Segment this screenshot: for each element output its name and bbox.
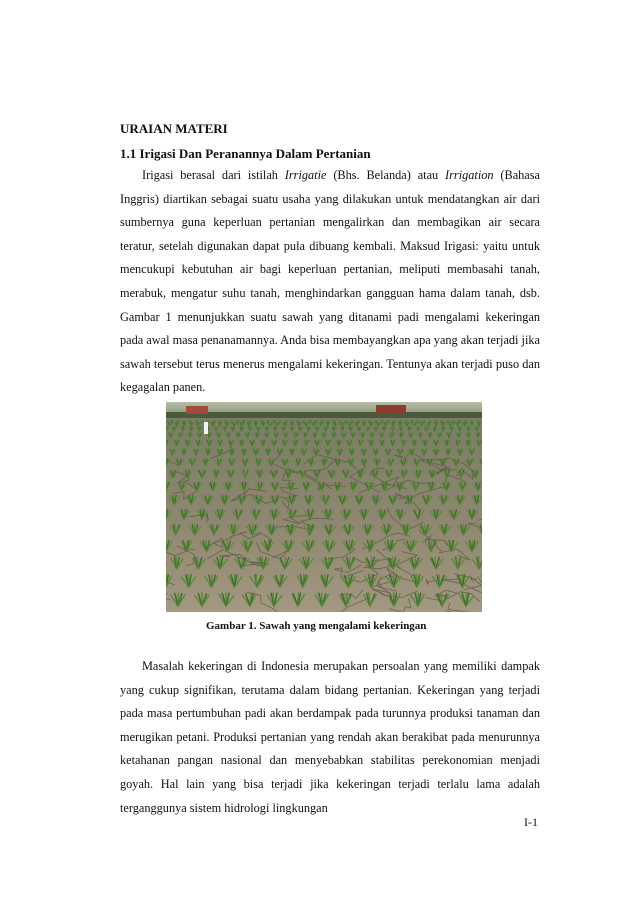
paragraph-text: (Bhs. Belanda) atau (326, 168, 446, 182)
figure-caption: Gambar 1. Sawah yang mengalami kekeringan (206, 620, 427, 632)
dry-rice-field-photo (166, 402, 482, 612)
subsection-title: 1.1 Irigasi Dan Peranannya Dalam Pertanian (120, 146, 371, 161)
paragraph-irigasi (120, 164, 540, 400)
term-irrigation: Irrigation (445, 168, 494, 182)
paragraph-text: (Bahasa Inggris) diartikan sebagai suatu usaha yang dilakukan untuk mendatangkan air dari sumbernya guna keperluan pertanian mengalirkan dan membagikan air secara teratur, setelah digunakan dapat pula dibuang kembali. Maksud Irigasi: yaitu untuk mencukupi kebutuhan air bagi keperluan pertanian, meliputi membasahi tanah, merabuk, mengatur suhu tanah, menghindarkan gangguan hama dalam tanah, dsb. Gambar 1 menunjukkan suatu sawah yang ditanami padi mengalami kekeringan pada awal masa penanamannya. Anda bisa membayangkan apa yang akan terjadi jika sawah tersebut terus menerus mengalami kekeringan. Tentunya akan terjadi puso dan kegagalan panen. (120, 168, 540, 395)
page-number: I-1 (524, 815, 538, 829)
section-title: URAIAN MATERI (120, 121, 228, 136)
paragraph-kekeringan: Masalah kekeringan di Indonesia merupakan persoalan yang memiliki dampak yang cukup signifikan, terutama dalam bidang pertanian. Kekeringan yang terjadi pada masa pertumbuhan padi akan berdampak pada turunnya produksi tanaman dan merugikan petani. Produksi pertanian yang rendah akan berakibat pada menurunnya ketahanan pangan nasional dan menyebabkan stabilitas perekonomian menjadi goyah. Hal lain yang bisa terjadi jika kekeringan terjadi terlalu lama adalah terganggunya sistem hidrologi lingkungan (120, 659, 540, 815)
term-irrigatie: Irrigatie (284, 168, 327, 182)
rice-field-illustration (166, 402, 482, 612)
paragraph-text: Irigasi berasal dari istilah (142, 168, 285, 182)
